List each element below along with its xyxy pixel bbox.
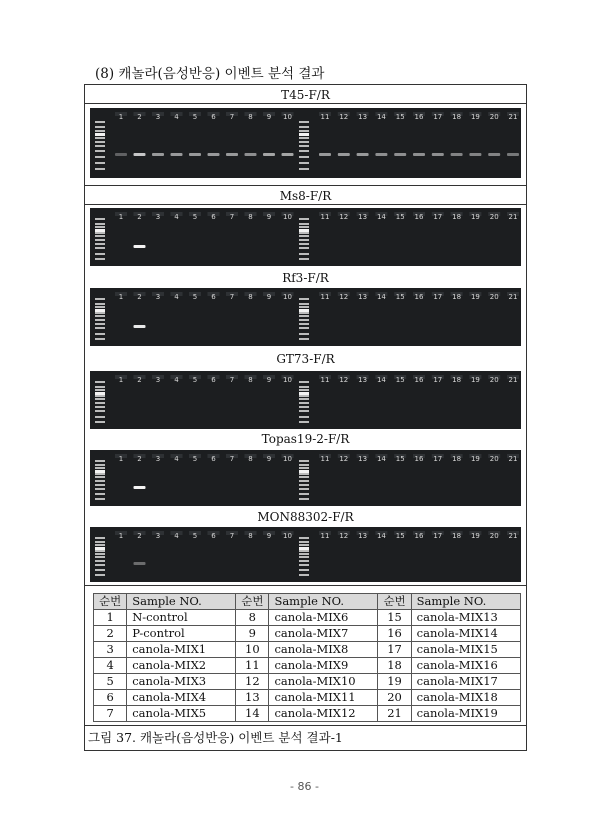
lane-number: 2 (137, 455, 142, 463)
lane-number: 20 (489, 376, 499, 384)
lane-number: 17 (433, 532, 443, 540)
table-cell: canola-MIX11 (269, 690, 378, 706)
lane-number: 8 (248, 213, 253, 221)
lane-number: 21 (508, 213, 518, 221)
gel-band (115, 153, 127, 156)
lane-number: 16 (414, 376, 424, 384)
table-cell: 13 (236, 690, 269, 706)
lane-number: 6 (211, 213, 216, 221)
table-cell: N-control (127, 610, 236, 626)
table-cell: canola-MIX2 (127, 658, 236, 674)
lane-number: 14 (376, 532, 386, 540)
table-cell: 20 (378, 690, 411, 706)
gel-title-ms8: Ms8-F/R (279, 189, 332, 203)
lane-number: 12 (339, 532, 349, 540)
figure-caption: 그림 37. 캐놀라(음성반응) 이벤트 분석 결과-1 (88, 730, 343, 745)
lane-number: 10 (283, 293, 292, 301)
lane-number: 6 (211, 455, 216, 463)
sample-table (93, 593, 521, 722)
header-cell: 순번 (378, 594, 411, 610)
lane-number: 8 (248, 376, 253, 384)
lane-number: 16 (414, 213, 424, 221)
gel-band (245, 153, 257, 156)
gel-band (319, 153, 331, 156)
table-cell: 14 (236, 706, 269, 722)
lane-number: 1 (118, 113, 124, 121)
lane-number: 18 (452, 376, 462, 384)
gel-band (375, 153, 387, 156)
dna-ladder (95, 298, 105, 340)
lane-number: 4 (174, 293, 179, 301)
lane-number: 19 (470, 293, 480, 301)
lane-number: 1 (118, 293, 124, 301)
gel-band (152, 153, 164, 156)
dna-ladder (95, 218, 105, 260)
gel-band (134, 325, 146, 328)
lane-number: 7 (229, 113, 235, 121)
lane-number: 3 (155, 113, 161, 121)
lane-number: 13 (358, 376, 368, 384)
lane-number: 4 (174, 455, 179, 463)
lane-number: 16 (414, 455, 424, 463)
lane-number: 21 (508, 532, 518, 540)
table-cell: canola-MIX4 (127, 690, 236, 706)
table-cell: canola-MIX18 (411, 690, 520, 706)
table-cell: 4 (94, 658, 127, 674)
gel-band (413, 153, 425, 156)
lane-number: 14 (376, 376, 386, 384)
lane-number: 17 (433, 376, 443, 384)
table-cell: 21 (378, 706, 411, 722)
gel-band (171, 153, 183, 156)
table-cell: 15 (378, 610, 411, 626)
gel-title-mon88302: MON88302-F/R (257, 510, 354, 524)
lane-number: 17 (433, 455, 443, 463)
lane-number: 14 (376, 113, 386, 121)
lane-number: 6 (211, 293, 216, 301)
lane-number: 20 (489, 455, 499, 463)
lane-number: 18 (452, 532, 462, 540)
gel-band (134, 486, 146, 489)
lane-number: 4 (174, 376, 179, 384)
lane-number: 3 (155, 213, 161, 221)
lane-number: 5 (192, 293, 198, 301)
lane-number: 10 (283, 113, 292, 121)
gel-band (432, 153, 444, 156)
lane-number: 7 (229, 376, 235, 384)
lane-number: 16 (414, 293, 424, 301)
lane-number: 12 (339, 376, 349, 384)
table-cell: 10 (236, 642, 269, 658)
header-cell: Sample NO. (127, 594, 236, 610)
lane-number: 10 (283, 213, 292, 221)
lane-number: 13 (358, 113, 368, 121)
table-cell: P-control (127, 626, 236, 642)
lane-number: 5 (192, 213, 198, 221)
gel-title-rf3: Rf3-F/R (282, 271, 329, 285)
gel-title-topas19: Topas19-2-F/R (261, 432, 350, 446)
table-cell: 2 (94, 626, 127, 642)
lane-number: 13 (358, 455, 368, 463)
lane-number: 15 (395, 213, 405, 221)
gel-image-mon88302 (90, 527, 521, 582)
lane-number: 11 (320, 455, 330, 463)
table-row (94, 642, 521, 658)
lane-number: 7 (229, 293, 235, 301)
lane-number: 5 (192, 532, 198, 540)
table-cell: 12 (236, 674, 269, 690)
gel-band (263, 153, 275, 156)
table-row (94, 626, 521, 642)
lane-number: 9 (266, 532, 272, 540)
table-row (94, 706, 521, 722)
divider (85, 204, 526, 205)
lane-number: 7 (229, 213, 235, 221)
table-header-row (94, 594, 521, 610)
lane-number: 15 (395, 113, 405, 121)
table-cell: canola-MIX10 (269, 674, 378, 690)
table-cell: canola-MIX6 (269, 610, 378, 626)
lane-number: 4 (174, 532, 179, 540)
dna-ladder (299, 537, 309, 576)
lane-number: 17 (433, 293, 443, 301)
table-cell: canola-MIX7 (269, 626, 378, 642)
lane-number: 21 (508, 455, 518, 463)
lane-number: 19 (470, 376, 480, 384)
lane-number: 17 (433, 113, 443, 121)
table-cell: 5 (94, 674, 127, 690)
lane-number: 16 (414, 113, 424, 121)
table-cell: 17 (378, 642, 411, 658)
table-cell: canola-MIX1 (127, 642, 236, 658)
table-cell: 9 (236, 626, 269, 642)
table-row (94, 674, 521, 690)
dna-ladder (95, 121, 105, 170)
table-cell: canola-MIX3 (127, 674, 236, 690)
lane-number: 19 (470, 113, 480, 121)
table-row (94, 690, 521, 706)
lane-number: 7 (229, 455, 235, 463)
gel-image-gt73 (90, 371, 521, 429)
table-cell: 3 (94, 642, 127, 658)
gel-image-topas19 (90, 450, 521, 506)
lane-number: 14 (376, 293, 386, 301)
lane-number: 8 (248, 455, 253, 463)
table-cell: canola-MIX9 (269, 658, 378, 674)
lane-number: 15 (395, 532, 405, 540)
lane-number: 21 (508, 293, 518, 301)
lane-number: 15 (395, 293, 405, 301)
section-heading: (8) 캐놀라(음성반응) 이벤트 분석 결과 (95, 66, 325, 82)
lane-number: 20 (489, 113, 499, 121)
table-cell: canola-MIX17 (411, 674, 520, 690)
gel-image-t45 (90, 108, 521, 178)
dna-ladder (299, 381, 309, 423)
table-row (94, 610, 521, 626)
lane-number: 6 (211, 532, 216, 540)
lane-number: 14 (376, 455, 386, 463)
gel-band (488, 153, 500, 156)
lane-number: 4 (174, 113, 179, 121)
gel-title-t45: T45-F/R (281, 88, 330, 102)
lane-number: 1 (118, 455, 124, 463)
lane-number: 8 (248, 532, 253, 540)
lane-number: 12 (339, 213, 349, 221)
lane-number: 9 (266, 293, 272, 301)
lane-number: 21 (508, 376, 518, 384)
lane-number: 18 (452, 293, 462, 301)
gel-image-ms8 (90, 208, 521, 266)
table-cell: canola-MIX5 (127, 706, 236, 722)
dna-ladder (95, 460, 105, 500)
dna-ladder (95, 537, 105, 576)
gel-band (507, 153, 519, 156)
dna-ladder (299, 218, 309, 260)
lane-number: 7 (229, 532, 235, 540)
dna-ladder (299, 460, 309, 500)
lane-number: 5 (192, 455, 198, 463)
lane-number: 10 (283, 376, 292, 384)
gel-title-gt73: GT73-F/R (276, 352, 335, 366)
lane-number: 12 (339, 293, 349, 301)
gel-image-rf3 (90, 288, 521, 346)
divider (85, 725, 526, 726)
table-cell: 18 (378, 658, 411, 674)
lane-number: 11 (320, 532, 330, 540)
gel-band (469, 153, 481, 156)
lane-number: 16 (414, 532, 424, 540)
lane-number: 13 (358, 532, 368, 540)
lane-number: 12 (339, 455, 349, 463)
gel-band (357, 153, 369, 156)
lane-number: 18 (452, 113, 462, 121)
lane-number: 18 (452, 455, 462, 463)
gel-band (226, 153, 238, 156)
table-cell: canola-MIX13 (411, 610, 520, 626)
lane-number: 2 (137, 532, 142, 540)
gel-band (394, 153, 406, 156)
table-cell: 7 (94, 706, 127, 722)
lane-number: 19 (470, 213, 480, 221)
lane-number: 19 (470, 532, 480, 540)
header-cell: 순번 (236, 594, 269, 610)
lane-number: 2 (137, 293, 142, 301)
lane-number: 2 (137, 376, 142, 384)
lane-number: 9 (266, 455, 272, 463)
table-cell: 1 (94, 610, 127, 626)
table-cell: 19 (378, 674, 411, 690)
lane-number: 2 (137, 213, 142, 221)
lane-number: 8 (248, 293, 253, 301)
lane-number: 5 (192, 113, 198, 121)
lane-number: 3 (155, 376, 161, 384)
lane-number: 8 (248, 113, 253, 121)
lane-number: 3 (155, 532, 161, 540)
table-cell: 16 (378, 626, 411, 642)
gel-band (134, 562, 146, 565)
lane-number: 2 (137, 113, 142, 121)
table-row (94, 658, 521, 674)
lane-number: 9 (266, 213, 272, 221)
lane-number: 11 (320, 376, 330, 384)
lane-number: 11 (320, 293, 330, 301)
lane-number: 20 (489, 293, 499, 301)
lane-number: 4 (174, 213, 179, 221)
lane-number: 14 (376, 213, 386, 221)
dna-ladder (299, 298, 309, 340)
lane-number: 9 (266, 113, 272, 121)
lane-number: 3 (155, 455, 161, 463)
lane-number: 13 (358, 213, 368, 221)
header-cell: Sample NO. (411, 594, 520, 610)
lane-number: 1 (118, 532, 124, 540)
gel-band (134, 245, 146, 248)
lane-number: 6 (211, 376, 216, 384)
gel-band (208, 153, 220, 156)
gel-band (134, 153, 146, 156)
lane-number: 20 (489, 532, 499, 540)
lane-number: 10 (283, 532, 292, 540)
header-cell: 순번 (94, 594, 127, 610)
lane-number: 21 (508, 113, 518, 121)
table-cell: canola-MIX8 (269, 642, 378, 658)
lane-number: 15 (395, 376, 405, 384)
table-cell: canola-MIX12 (269, 706, 378, 722)
table-cell: canola-MIX15 (411, 642, 520, 658)
lane-number: 20 (489, 213, 499, 221)
header-cell: Sample NO. (269, 594, 378, 610)
lane-number: 15 (395, 455, 405, 463)
dna-ladder (299, 121, 309, 170)
dna-ladder (95, 381, 105, 423)
lane-number: 1 (118, 376, 124, 384)
divider (85, 103, 526, 104)
lane-number: 11 (320, 213, 330, 221)
lane-number: 19 (470, 455, 480, 463)
lane-number: 13 (358, 293, 368, 301)
lane-number: 3 (155, 293, 161, 301)
divider (85, 585, 526, 586)
lane-number: 18 (452, 213, 462, 221)
table-cell: canola-MIX14 (411, 626, 520, 642)
lane-number: 17 (433, 213, 443, 221)
divider (85, 185, 526, 186)
lane-number: 6 (211, 113, 216, 121)
gel-band (282, 153, 294, 156)
lane-number: 11 (320, 113, 330, 121)
table-cell: 6 (94, 690, 127, 706)
table-cell: canola-MIX19 (411, 706, 520, 722)
table-cell: canola-MIX16 (411, 658, 520, 674)
gel-band (451, 153, 463, 156)
lane-number: 5 (192, 376, 198, 384)
lane-number: 12 (339, 113, 349, 121)
lane-number: 10 (283, 455, 292, 463)
gel-band (189, 153, 201, 156)
lane-number: 1 (118, 213, 124, 221)
table-cell: 11 (236, 658, 269, 674)
page-number: - 86 - (290, 780, 319, 793)
gel-band (338, 153, 350, 156)
lane-number: 9 (266, 376, 272, 384)
table-cell: 8 (236, 610, 269, 626)
